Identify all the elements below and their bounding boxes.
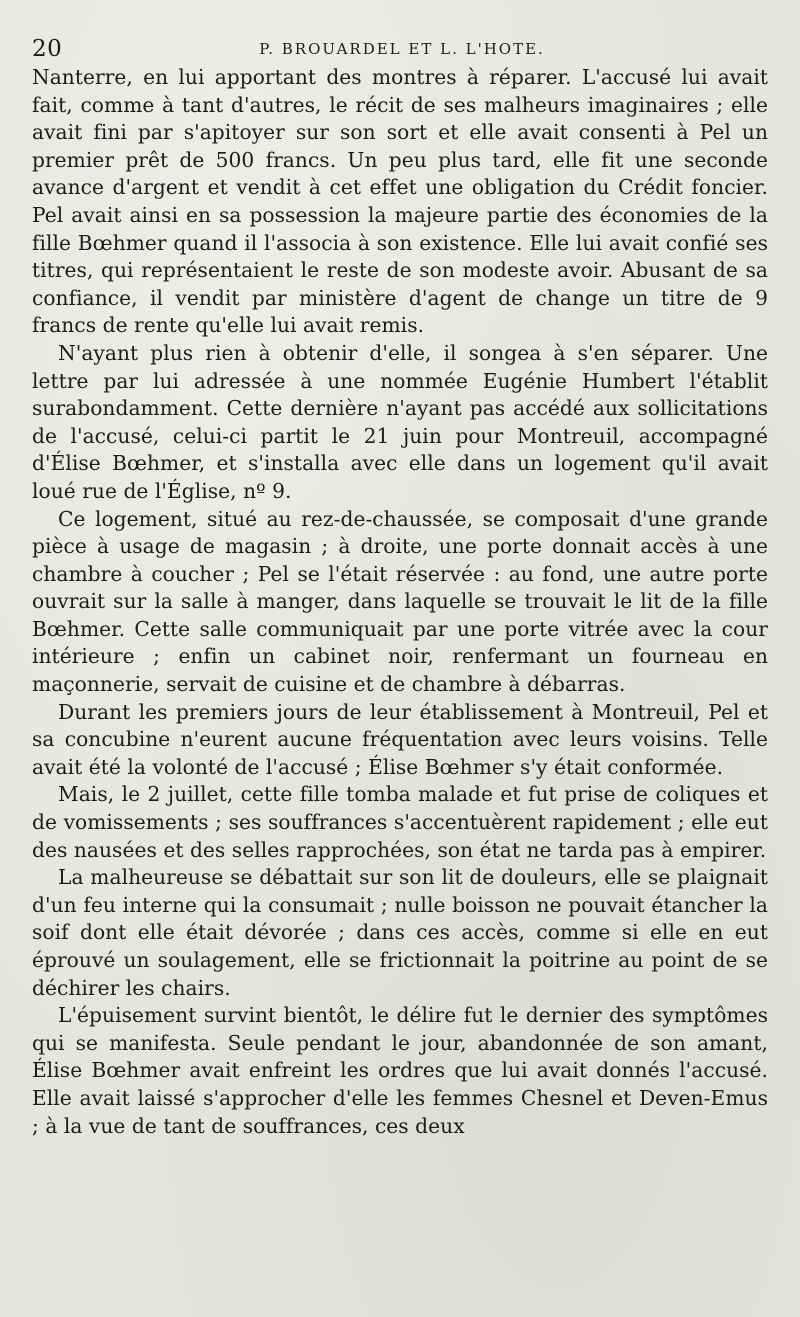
paragraph: La malheureuse se débattait sur son lit de douleurs, elle se plaignait d'un feu interne qui la consumait ; nulle boisson ne pouvait étancher la soif dont elle était dévorée ; dans ces accès, comme si elle en eut éprouvé un soulagement, elle se frictionnait la poitrine au point de se déchirer les chairs.: [32, 865, 768, 1000]
paragraph: Ce logement, situé au rez-de-chaussée, se composait d'une grande pièce à usage de magasin ; à droite, une porte donnait accès à une chambre à coucher ; Pel se l'était réservée : au fond, une autre porte ouvrait sur la salle à manger, dans laquelle se trouvait le lit de la fille Bœhmer. Cette salle communiquait par une porte vitrée avec la cour intérieure ; enfin un cabinet noir, renfermant un fourneau en maçonnerie, servait de cuisine et de chambre à débarras.: [32, 506, 768, 697]
paragraph: Mais, le 2 juillet, cette fille tomba malade et fut prise de coliques et de vomissements ; ses souffrances s'accentuèrent rapidement ; elle eut des nausées et des selles rapprochées, son état ne tarda pas à empirer.: [32, 782, 768, 862]
paragraph: Durant les premiers jours de leur établissement à Montreuil, Pel et sa concubine n'eurent aucune fréquentation avec leurs voisins. Telle avait été la volonté de l'accusé ; Élise Bœhmer s'y était conformée.: [32, 699, 768, 779]
body-text: [32, 64, 768, 1140]
paragraph: Nanterre, en lui apportant des montres à réparer. L'accusé lui avait fait, comme à tant d'autres, le récit de ses malheurs imaginaires ; elle avait fini par s'apitoyer sur son sort et elle avait consenti à Pel un premier prêt de 500 francs. Un peu plus tard, elle fit une seconde avance d'argent et vendit à cet effet une obligation du Crédit foncier. Pel avait ainsi en sa possession la majeure partie des économies de la fille Bœhmer quand il l'associa à son existence. Elle lui avait confié ses titres, qui représentaient le reste de son modeste avoir. Abusant de sa confiance, il vendit par ministère d'agent de change un titre de 9 francs de rente qu'elle lui avait remis.: [32, 65, 768, 338]
running-head: P. BROUARDEL ET L. L'HOTE.: [259, 40, 545, 58]
paragraph: L'épuisement survint bientôt, le délire fut le dernier des symptômes qui se manifesta. Seule pendant le jour, abandonnée de son amant, Élise Bœhmer avait enfreint les ordres que lui avait donnés l'accusé. Elle avait laissé s'approcher d'elle les femmes Chesnel et Deven-Emus ; à la vue de tant de souffrances, ces deux: [32, 1003, 768, 1138]
paragraph: N'ayant plus rien à obtenir d'elle, il songea à s'en séparer. Une lettre par lui adressée à une nommée Eugénie Humbert l'établit surabondamment. Cette dernière n'ayant pas accédé aux sollicitations de l'accusé, celui-ci partit le 21 juin pour Montreuil, accompagné d'Élise Bœhmer, et s'installa avec elle dans un logement qu'il avait loué rue de l'Église, nº 9.: [32, 340, 768, 503]
page-number: 20: [32, 36, 63, 62]
